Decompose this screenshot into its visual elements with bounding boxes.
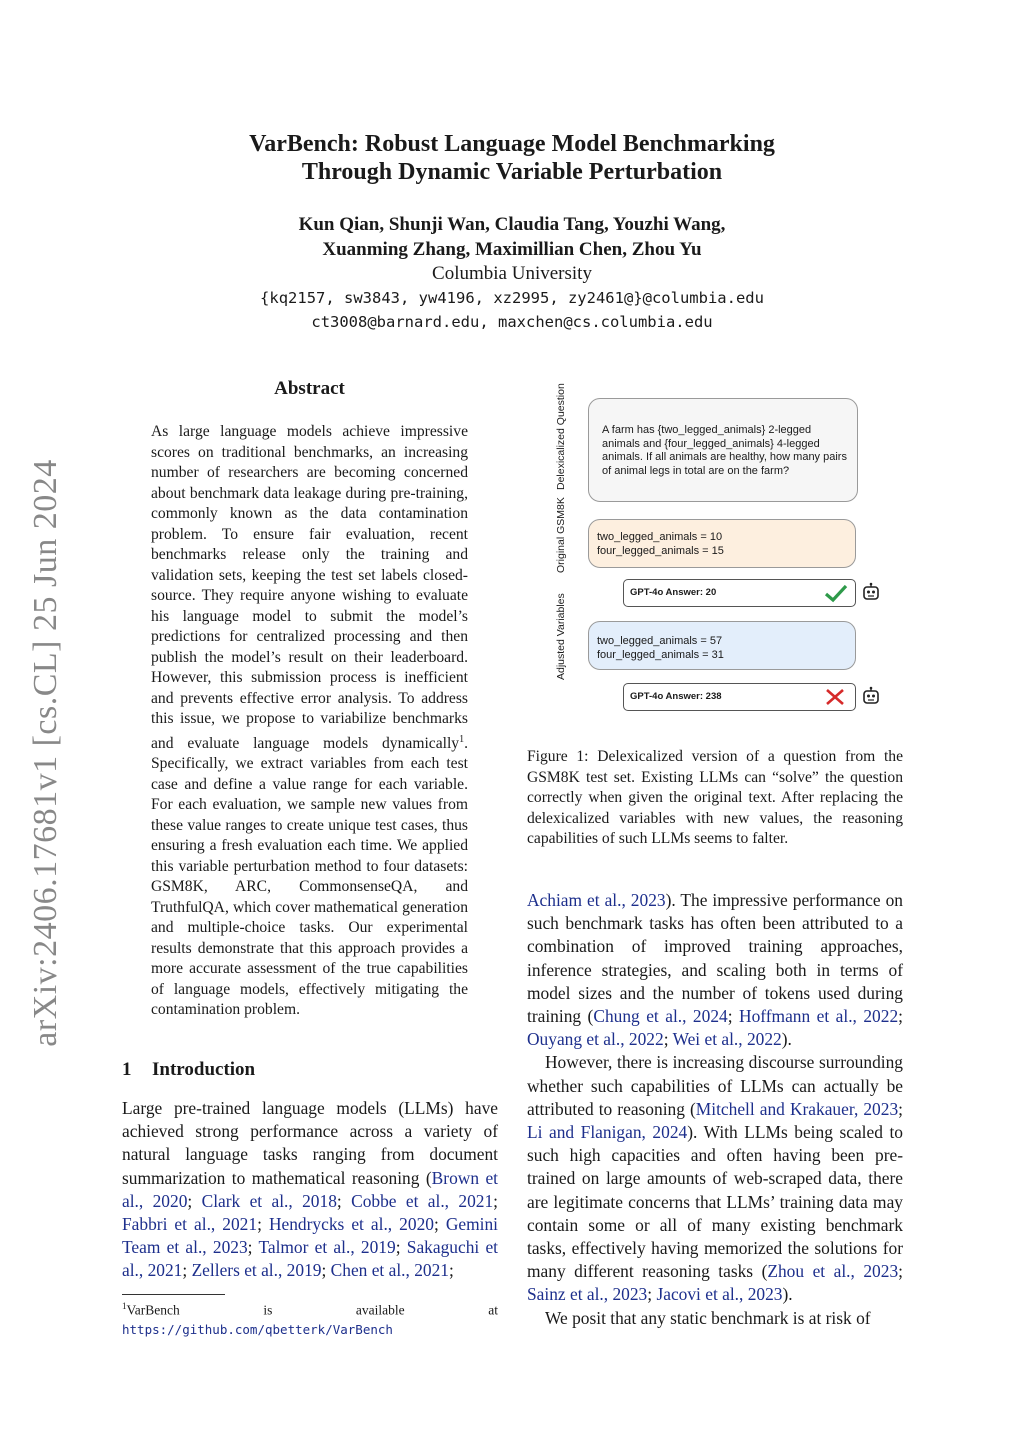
separator: ;: [898, 1261, 903, 1282]
text-run: However, there is increasing discourse surrounding whether such capabilities of LLMs can actually be attributed to reasoning (: [527, 1052, 903, 1119]
title-line-2: Through Dynamic Variable Perturbation: [301, 159, 723, 185]
section-heading-introduction: [122, 1059, 255, 1081]
robot-icon: [862, 686, 880, 706]
separator: ;: [257, 1214, 269, 1235]
label-delexicalized-question: Delexicalized Question: [555, 383, 567, 490]
separator: ;: [898, 1006, 903, 1027]
email-line-2: ct3008@barnard.edu, maxchen@cs.columbia.edu: [311, 313, 713, 331]
citation-link[interactable]: Li and Flanigan, 2024: [527, 1122, 688, 1143]
abstract-heading: Abstract: [274, 378, 345, 399]
label-adjusted-variables: Adjusted Variables: [555, 593, 567, 680]
footnote-number: 1: [122, 1301, 127, 1311]
citation-link[interactable]: Achiam et al., 2023: [527, 890, 666, 910]
adjusted-var-2: four_legged_animals = 31: [597, 648, 724, 661]
separator: ;: [182, 1260, 192, 1281]
citation-link[interactable]: Gemini Team et al., 2023: [122, 1214, 499, 1258]
text-run: ). The impressive performance on such benchmark tasks has often been attributed to a combination of improved training approaches, inference strategies, and scaling both in terms of model sizes and the number of tokens used during training (: [527, 890, 903, 1027]
answer-box-correct: [623, 579, 856, 607]
robot-icon: [862, 582, 880, 602]
answer-text-1: GPT-4o Answer: 20: [630, 587, 717, 598]
text-run: ). With LLMs being scaled to such high capacities and often having been pre-trained on large amounts of web-scraped data, there are legitimate concerns that LLMs’ training data may contain some or all of many existing benchmark tasks, effectively having memorized the solutions for many different reasoning tasks (: [527, 1122, 903, 1282]
original-var-1: two_legged_animals = 10: [597, 531, 723, 543]
citation-link[interactable]: Clark et al., 2018: [201, 1190, 337, 1211]
section-title: Introduction: [152, 1059, 256, 1080]
check-icon: [824, 583, 848, 603]
abstract-text-2: . Specifically, we extract variables from each test case and define a value range for each variable. For each evaluation, we sample new values from these value ranges to create unique test cases, thus ensuring a fresh evaluation each time. We applied this variable perturbation method to four datasets: GSM8K, ARC, CommonsenseQA, and TruthfulQA, which cover mathematical generation and multiple-choice tasks. Our experimental results demonstrate that this approach provides a more accurate assessment of the true capabilities of language models, effectively mitigating the contamination problem.: [151, 734, 468, 1019]
text-run: ).: [782, 1284, 793, 1305]
right-column-text: [527, 889, 903, 1330]
answer-text-2: GPT-4o Answer: 238: [630, 691, 722, 702]
citation-link[interactable]: Hoffmann et al., 2022: [739, 1006, 899, 1027]
text-run: Large pre-trained language models (LLMs) have achieved strong performance across a variety of natural language tasks ranging from document summarization to mathematical reasoning (: [122, 1098, 498, 1188]
authors-line-2: Xuanming Zhang, Maximillian Chen, Zhou Yu: [322, 239, 702, 260]
separator: ;: [493, 1190, 498, 1211]
footnote-url-link[interactable]: https://github.com/qbetterk/VarBench: [122, 1321, 393, 1337]
separator: ;: [727, 1006, 740, 1027]
text-run: ;: [449, 1260, 454, 1281]
separator: ;: [647, 1284, 657, 1305]
paragraph: [527, 1307, 903, 1330]
citation-link[interactable]: Wei et al., 2022: [672, 1029, 782, 1050]
citation-link[interactable]: Cobbe et al., 2021: [351, 1190, 494, 1211]
footnote-divider: [122, 1294, 225, 1295]
answer-box-wrong: [623, 683, 856, 711]
original-variables-box: [588, 519, 856, 568]
citation-link[interactable]: Ouyang et al., 2022: [527, 1029, 664, 1050]
footnote-text: VarBench is available at: [126, 1302, 498, 1318]
separator: ;: [336, 1190, 352, 1211]
citation-link[interactable]: Zellers et al., 2019: [191, 1260, 322, 1281]
citation-link[interactable]: Chen et al., 2021: [330, 1260, 449, 1281]
citation-link[interactable]: Brown et al., 2020: [122, 1167, 498, 1211]
citation-link[interactable]: Mitchell and Krakauer, 2023: [695, 1098, 899, 1119]
citation-link[interactable]: Zhou et al., 2023: [767, 1261, 899, 1282]
citation-link[interactable]: Fabbri et al., 2021: [122, 1214, 258, 1235]
citation-link[interactable]: Chung et al., 2024: [593, 1006, 728, 1027]
section-number: 1: [122, 1059, 132, 1080]
separator: ;: [321, 1260, 331, 1281]
cross-icon: [824, 687, 846, 707]
adjusted-var-1: two_legged_animals = 57: [597, 635, 723, 647]
citation-link[interactable]: Jacovi et al., 2023: [656, 1284, 783, 1305]
paragraph: [527, 889, 903, 1051]
email-line-1: {kq2157, sw3843, yw4196, xz2995, zy2461@}@columbia.edu: [260, 289, 764, 307]
figure-caption: Figure 1: Delexicalized version of a question from the GSM8K test set. Existing LLMs can “solve” the question correctly when given the original text. After replacing the delexicalized variables with new values, the reasoning capabilities of such LLMs seems to falter.: [527, 748, 903, 848]
separator: ;: [395, 1237, 407, 1258]
affiliation: Columbia University: [432, 263, 592, 284]
paper-title: [0, 130, 1024, 186]
title-line-1: VarBench: Robust Language Model Benchmarking: [249, 131, 775, 157]
paragraph: [527, 1051, 903, 1306]
footnote-marker[interactable]: 1: [459, 733, 465, 745]
question-text: A farm has {two_legged_animals} 2-legged animals and {four_legged_animals} 4-legged animals. If all animals are healthy, how many pairs of animal legs in total are on the farm?: [602, 424, 847, 477]
citation-link[interactable]: Sakaguchi et al., 2021: [122, 1237, 499, 1281]
author-list: [0, 212, 1024, 262]
citation-link[interactable]: Talmor et al., 2019: [258, 1237, 396, 1258]
authors-line-1: Kun Qian, Shunji Wan, Claudia Tang, Youzhi Wang,: [298, 214, 726, 235]
label-original-gsm8k: Original GSM8K: [555, 497, 567, 573]
separator: ;: [247, 1237, 259, 1258]
text-run: ).: [781, 1029, 792, 1050]
original-var-2: four_legged_animals = 15: [597, 544, 724, 557]
separator: ;: [433, 1214, 446, 1235]
footnote: [122, 1297, 498, 1339]
text-run: We posit that any static benchmark is at risk of: [545, 1307, 871, 1328]
delexicalized-question-box: [588, 398, 858, 502]
abstract-body: [151, 422, 468, 1021]
intro-paragraph-1: [122, 1097, 498, 1283]
separator: ;: [663, 1029, 673, 1050]
separator: ;: [187, 1190, 202, 1211]
citation-link[interactable]: Hendrycks et al., 2020: [268, 1214, 434, 1235]
citation-link[interactable]: Sainz et al., 2023: [527, 1284, 648, 1305]
arxiv-stamp: arXiv:2406.17681v1 [cs.CL] 25 Jun 2024: [27, 459, 64, 1047]
separator: ;: [898, 1098, 903, 1119]
abstract-text-1: As large language models achieve impressive scores on traditional benchmarks, an increasing number of researchers are becoming concerned about benchmark data leakage during pre-training, commonly known as the data contamination problem. To ensure fair evaluation, recent benchmarks release only the training and validation sets, keeping the test set labels closed-source. They require anyone wishing to evaluate his language model to submit the model’s predictions for centralized processing and then publish the model’s result on their leaderboard. However, this submission process is inefficient and prevents effective error analysis. To address this issue, we propose to variabilize benchmarks and evaluate language models dynamically: [151, 423, 468, 752]
adjusted-variables-box: [588, 621, 856, 670]
